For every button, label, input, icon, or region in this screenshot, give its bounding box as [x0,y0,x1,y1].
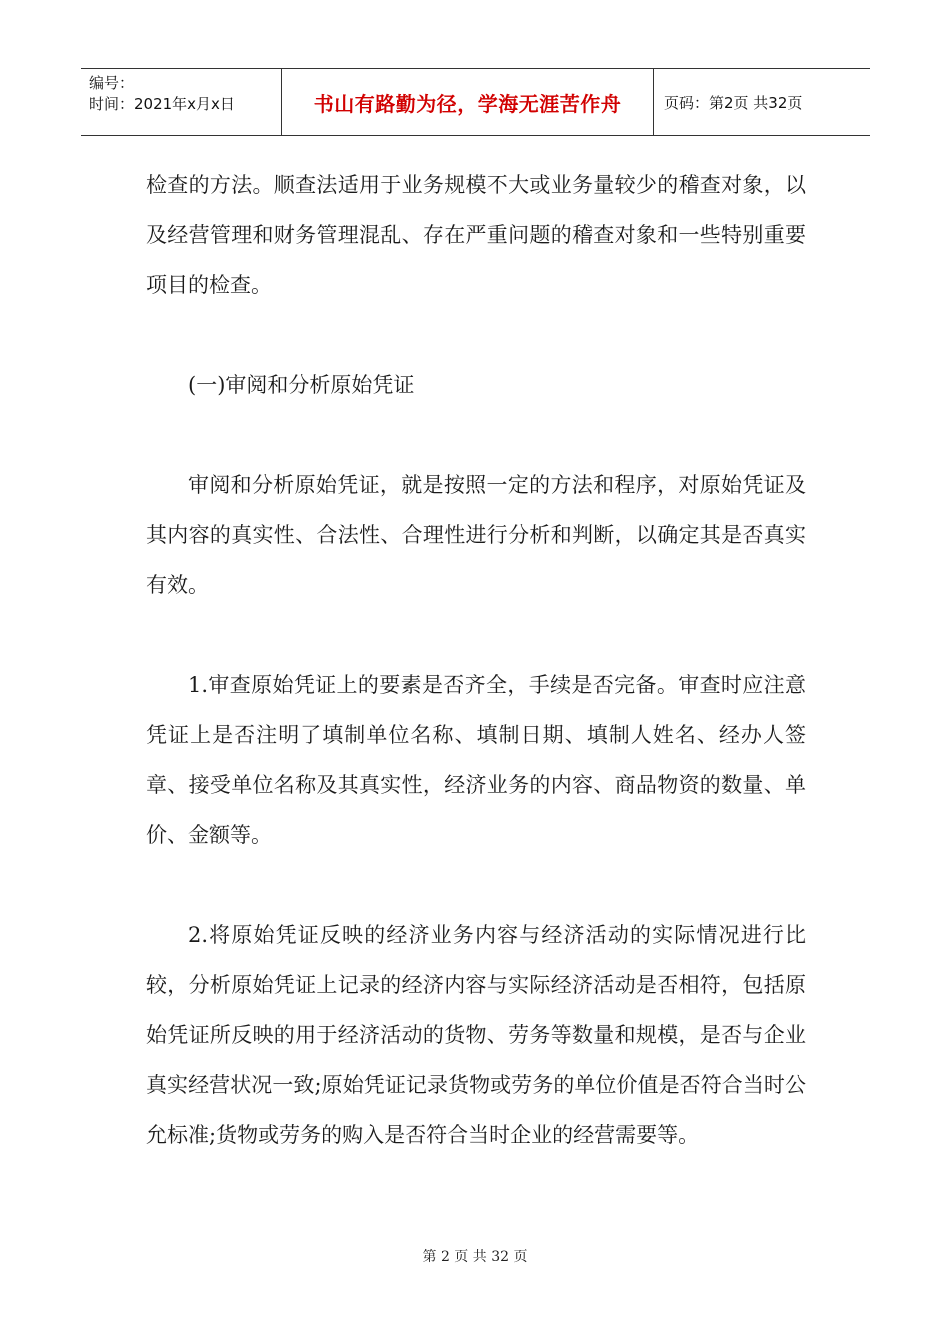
paragraph-definition: 审阅和分析原始凭证，就是按照一定的方法和程序，对原始凭证及其内容的真实性、合法性、合理性进行分析和判断，以确定其是否真实有效。 [146,473,806,597]
document-number-label: 编号： [89,74,135,92]
motto-text: 书山有路勤为径，学海无涯苦作舟 [313,91,622,116]
header-page-info [654,69,870,135]
header-motto-cell [282,69,654,135]
paragraph-continuation: 检查的方法。顺查法适用于业务规模不大或业务量较少的稽查对象，以及经营管理和财务管理混乱、存在严重问题的稽查对象和一些特别重要项目的检查。 [146,173,806,297]
header-meta [81,69,282,135]
page-info-text: 页码：第2页 共32页 [664,93,803,112]
paragraph-item-2: 2.将原始凭证反映的经济业务内容与经济活动的实际情况进行比较，分析原始凭证上记录的经济内容与实际经济活动是否相符，包括原始凭证所反映的用于经济活动的货物、劳务等数量和规模，是否与企业真实经营状况一致;原始凭证记录货物或劳务的单位价值是否符合当时公允标准;货物或劳务的购入是否符合当时企业的经营需要等。 [146,923,806,1147]
page-footer [0,1246,950,1266]
paragraph-item-1: 1.审查原始凭证上的要素是否齐全，手续是否完备。审查时应注意凭证上是否注明了填制单位名称、填制日期、填制人姓名、经办人签章、接受单位名称及其真实性，经济业务的内容、商品物资的数量、单价、金额等。 [146,673,806,847]
footer-page-number: 第 2 页 共 32 页 [422,1249,528,1265]
section-heading: (一)审阅和分析原始凭证 [188,373,415,397]
document-date-label: 时间：2021年x月x日 [89,95,235,113]
document-body [146,160,806,1160]
document-header [81,68,870,136]
